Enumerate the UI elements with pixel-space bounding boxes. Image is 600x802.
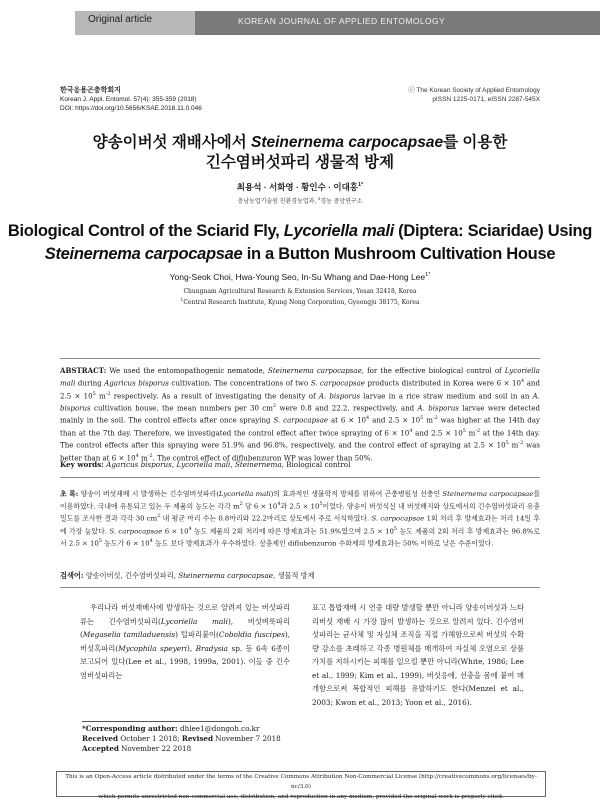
keywords-kr-1: 양송이버섯, 긴수염버섯파리, [83, 571, 179, 580]
abs-s3i: Agaricus bisporus [104, 378, 169, 388]
license-line-2: which permits unrestricted non-commercial use, distribution, and reproduction in any medium, provided the original work is properly cited. [98, 794, 504, 800]
abskr-t6sup: 2 [157, 513, 161, 520]
abstract-label: ABSTRACT: [60, 366, 107, 375]
abskr-t4: 당 6 × 10 [242, 502, 278, 511]
abskr-t4sup: 4 [277, 501, 281, 508]
abs-s12i: S. carpocapsae [273, 415, 329, 425]
body-l-p3i: Coboldia fuscipes [218, 630, 285, 640]
corresponding-label: *Corresponding author: [82, 724, 178, 733]
abs-s7: m [95, 390, 106, 400]
divider-top [60, 358, 540, 359]
title-english [0, 220, 600, 266]
authors-korean [0, 181, 600, 193]
abs-s2: , for the effective biological control of [361, 366, 505, 375]
abs-s13: at 6 × 10 [328, 415, 367, 425]
abs-s12: larvae were detected mainly in the soil. The control effects after once spraying [60, 403, 540, 425]
abskr-t1: 양송이 버섯재배 시 발생하는 긴수염버섯파리( [78, 490, 219, 498]
copyright: ⓒ The Korean Society of Applied Entomology [408, 87, 540, 94]
abs-s14sup: 5 [420, 415, 424, 422]
abskr-t2i: Steinernema carpocapsae [442, 490, 534, 498]
keyword-4: , Biological control [281, 460, 351, 469]
abstract-kr-label: 초 록: [60, 490, 79, 498]
abstract-english [60, 366, 540, 463]
abs-s14: and 2.5 × 10 [369, 415, 421, 425]
abs-s23: . The control effect of diflubenzuron WP was lower than 50%. [152, 453, 373, 463]
keywords-label: Key words: [60, 460, 104, 469]
abskr-t9: 6 × 10 [162, 527, 189, 536]
abs-s19sup: 5 [505, 440, 509, 447]
accepted-date: November 22 2018 [118, 744, 192, 753]
abskr-t11sup: 5 [98, 538, 102, 545]
abskr-t13: 농도 보다 방제효과가 우수하였다. 살충제인 diflubenzuron 수화제의 방제효과는 50% 이하로 낮은 수준이었다. [152, 539, 494, 548]
license-box [56, 771, 546, 800]
abs-s22: m [138, 453, 148, 463]
section-label: Original article [88, 14, 152, 25]
body-l-p5i: Bradysia [195, 643, 229, 653]
body-l-p4i: Mycophila speyeri [118, 643, 187, 653]
body-l-p5: ), [187, 643, 196, 653]
abs-s21: was better than at 6 × 10 [60, 440, 540, 463]
copyright-block [408, 86, 540, 104]
abskr-t5: 과 2.5 × 10 [280, 502, 320, 511]
abs-s1i: Steinernema carpocapsae [268, 366, 362, 375]
abs-s3: during [75, 378, 105, 388]
abs-s1: We used the entomopathogenic nematode, [106, 366, 268, 375]
abs-s8i: A. bisporus [318, 390, 361, 400]
abs-s15sup: -2 [432, 415, 438, 422]
revised-date: November 7 2018 [212, 734, 281, 743]
title-korean [0, 133, 600, 173]
authors-en-names: Yong-Seok Choi, Hwa-Young Seo, In-Su Whang and Dae-Hong Lee [169, 272, 426, 282]
journal-header [0, 0, 600, 40]
abskr-t10: 농도 제품의 2회 처리에 따른 방제효과는 51.9%였으며 2.5 × 10 [191, 527, 394, 536]
abskr-t12sup: 4 [149, 538, 153, 545]
abs-s22sup: -2 [147, 452, 153, 459]
title-kr-part2: 를 이용한 [443, 134, 508, 151]
keywords-kr-label: 검색어: [60, 571, 84, 580]
abs-s5sup: 4 [521, 378, 525, 385]
abs-s21sup: 4 [135, 452, 139, 459]
abs-s11i: A. bisporus [417, 403, 459, 413]
abs-s10: cultivation house, the mean numbers per 30 cm [90, 403, 273, 413]
abs-s5: products distributed in Korea were 6 × 10 [364, 378, 522, 388]
abs-s11: were 0.8 and 22.2, respectively, and [276, 403, 418, 413]
keywords-korean [60, 571, 315, 581]
abskr-t9sup: 4 [188, 525, 192, 532]
affil-en-2: Central Research Institute, Kyung Nong Corporation, Gyeongju 38175, Korea [183, 299, 420, 306]
body-l-p2: ), 버섯벼룩파리( [80, 616, 291, 640]
keyword-2: Lycoriella mali [176, 460, 231, 469]
affil-kr-sup: 1 [317, 196, 321, 201]
authors-english [0, 272, 600, 282]
title-en-part2: (Diptera: Sciaridae) Using [393, 222, 593, 240]
body-column-right [312, 601, 524, 709]
body-column-left [80, 601, 290, 682]
abskr-t8: 1회 처리 후 방제효과는 처리 14일 후에 가장 높았다. [60, 514, 540, 536]
body-l-p1: 우리나라 버섯재배사에 발생하는 것으로 알려져 있는 버섯파리류는 긴수염버섯파리( [80, 603, 290, 626]
abs-s13sup: 4 [366, 415, 370, 422]
abs-s19: at the 14th day. The control effects after this spraying were 51.9% and 96.8%, respectively, and the control effect of spraying at 2.5 × 10 [60, 428, 540, 450]
keyword-3: Steinernema [234, 460, 282, 469]
abskr-t11: 농도 제품의 2회 처리 후 방제효과는 96.8%로서 2.5 × 10 [60, 527, 541, 548]
abs-s9: larvae in a rice straw medium and soil in an [360, 390, 533, 400]
abskr-t6: 이었다. 양송이 버섯식실 내 버섯배지와 상토에서의 긴수염버섯파리 유충 밀도를 조사한 결과 각각 30 cm [60, 502, 541, 523]
issn: pISSN 1225-0171, eISSN 2287-545X [432, 96, 540, 103]
abskr-t3sup: 2 [239, 501, 243, 508]
citation: Korean J. Appl. Entomol. 57(4): 355-359 (2018) [60, 96, 197, 103]
accepted-label: Accepted [82, 744, 119, 753]
affil-kr-1: 충남농업기술원 친환경농업과, [237, 199, 318, 205]
abs-s16sup: 4 [409, 427, 413, 434]
journal-banner-text: KOREAN JOURNAL OF APPLIED ENTOMOLOGY [238, 16, 446, 26]
affiliation-korean [0, 196, 600, 205]
journal-name-kr: 한국응용곤충학회지 [60, 87, 121, 94]
affiliation-english [0, 287, 600, 307]
abs-s9i: A. bisporus [60, 390, 540, 413]
body-l-p3: ) 털파리붙이( [175, 630, 219, 640]
received-label: Received [82, 734, 119, 743]
keywords-english: Key words: Agaricus bisporus, Lycoriella mali, Steinernema, Biological control [60, 460, 351, 469]
title-en-species1: Lycoriella mali [283, 222, 394, 240]
doi-link[interactable]: DOI: https://doi.org/10.5656/KSAE.2018.11.0.046 [60, 105, 202, 112]
divider-bottom [60, 587, 540, 588]
abskr-t7i: S. carpocapsae [371, 514, 425, 523]
title-en-species2: Steinernema carpocapsae [44, 245, 243, 263]
body-r-p1: 표고 톱밥재배 시 연중 대량 발생할 뿐만 아니라 양송이버섯과 느타리버섯 재배 시 가장 많이 발생하는 것으로 알려져 있다. 긴수염버섯파리는 균사체 및 자실체 조직을 직접 가해함으로써 버섯의 수확량 감소를 초래하고 각종 병원체를 매개하여 자실체 오염으로 상품가치를 저하시키는 피해를 일으킬 뿐만 아니라(White, 1986; Lee et al., 1999; Kim et al., 1999), 버섯응애, 선충을 몸에 붙여 매개함으로써 복합적인 피해를 유발하기도 한다(Menzel et al., 2003; Kwon et al., 2013; Yoon et al., 2016). [312, 603, 524, 707]
abskr-t1i: Lycoriella mali [218, 490, 271, 498]
keyword-1: Agaricus bisporus [106, 460, 172, 469]
title-kr-species: Steinernema carpocapsae [251, 134, 444, 151]
body-l-p2i: Megaselia tamiladuensis [82, 630, 176, 640]
keywords-kr-3: , 생물적 방제 [273, 571, 315, 580]
title-kr-line2: 긴수염버섯파리 생물적 방제 [205, 154, 395, 171]
title-kr-part1: 양송이버섯 재배사에서 [92, 134, 251, 151]
citation-block [60, 86, 202, 113]
abskr-t3: 를 이용하였다. 국내에 유통되고 있는 두 제품의 농도는 각각 m [60, 490, 540, 511]
correspondence-block [82, 724, 281, 754]
footnote-rule [82, 721, 242, 722]
corresponding-email[interactable]: dhlee1@dongoh.co.kr [177, 724, 260, 733]
authors-en-sup: 1* [425, 272, 431, 279]
abs-s18sup: -2 [475, 427, 481, 434]
abskr-t12: 농도가 6 × 10 [101, 539, 150, 548]
abs-s17: and 2.5 × 10 [412, 428, 463, 438]
received-date: October 1 2018; [118, 734, 182, 743]
body-l-p6: sp. 등 6속 6종이 보고되어 있다(Lee et al., 1998, 1999a, 2001). 이들 중 긴수염버섯파리는 [80, 643, 290, 680]
affil-kr-2: 경농 중앙연구소 [320, 199, 363, 205]
abskr-t7: 내 평균 마리 수는 0.8마리와 22.2마리로 상토에서 주로 서식하였다. [160, 514, 372, 523]
abskr-t2: )의 효과적인 생물학적 방제를 위하여 곤충병원성 선충인 [270, 490, 443, 498]
license-line-1: This is an Open-Access article distributed under the terms of the Creative Commons Attribution Non-Commercial License (http://creativecommons.org/licenses/by-nc/3.0) [65, 774, 537, 790]
abs-s6: and 2.5 × 10 [60, 378, 540, 400]
abs-s15: m [423, 415, 433, 425]
abs-s16: was higher at the 14th day than at the 7th day. Therefore, we investigated the control effect after twice spraying of 6 × 10 [60, 415, 540, 438]
abs-s4i: S. carpocapsae [310, 378, 365, 388]
authors-kr-names: 최용석 · 서화영 · 황인수 · 이대홍 [236, 182, 358, 192]
abs-s20sup: -2 [518, 440, 524, 447]
abskr-t10sup: 5 [393, 525, 398, 532]
abs-s20: m [508, 440, 519, 450]
keywords-kr-2: Steinernema carpocapsae [178, 571, 273, 580]
abs-s10sup: 2 [272, 402, 277, 409]
abs-s7sup: -2 [105, 390, 111, 397]
abs-s18: m [465, 428, 476, 438]
abstract-korean [60, 489, 540, 549]
divider-middle [60, 477, 540, 478]
abs-s4: cultivation. The concentrations of two [168, 378, 311, 388]
body-l-p1i: Lycoriella mali [160, 616, 228, 626]
body-l-p4: ), 버섯혹파리( [80, 630, 290, 653]
abskr-t5sup: 5 [319, 501, 323, 508]
abs-s2i: Lycoriella mali [60, 366, 540, 388]
title-en-part3: in a Button Mushroom Cultivation House [242, 245, 556, 263]
affil-en-1: Chungnam Agricultural Research & Extension Services, Yesan 32418, Korea [183, 288, 417, 295]
affil-en-2-sup: 1 [180, 298, 184, 303]
abs-s6sup: 5 [92, 390, 96, 397]
abs-s8: respectively. As a result of investigating the density of [110, 390, 319, 400]
abskr-t8i: S. carpocapsae [109, 527, 163, 536]
authors-kr-sup: 1* [358, 182, 364, 189]
revised-label: Revised [181, 734, 213, 743]
title-en-part1: Biological Control of the Sciarid Fly, [7, 222, 284, 240]
abs-s17sup: 5 [462, 427, 466, 434]
